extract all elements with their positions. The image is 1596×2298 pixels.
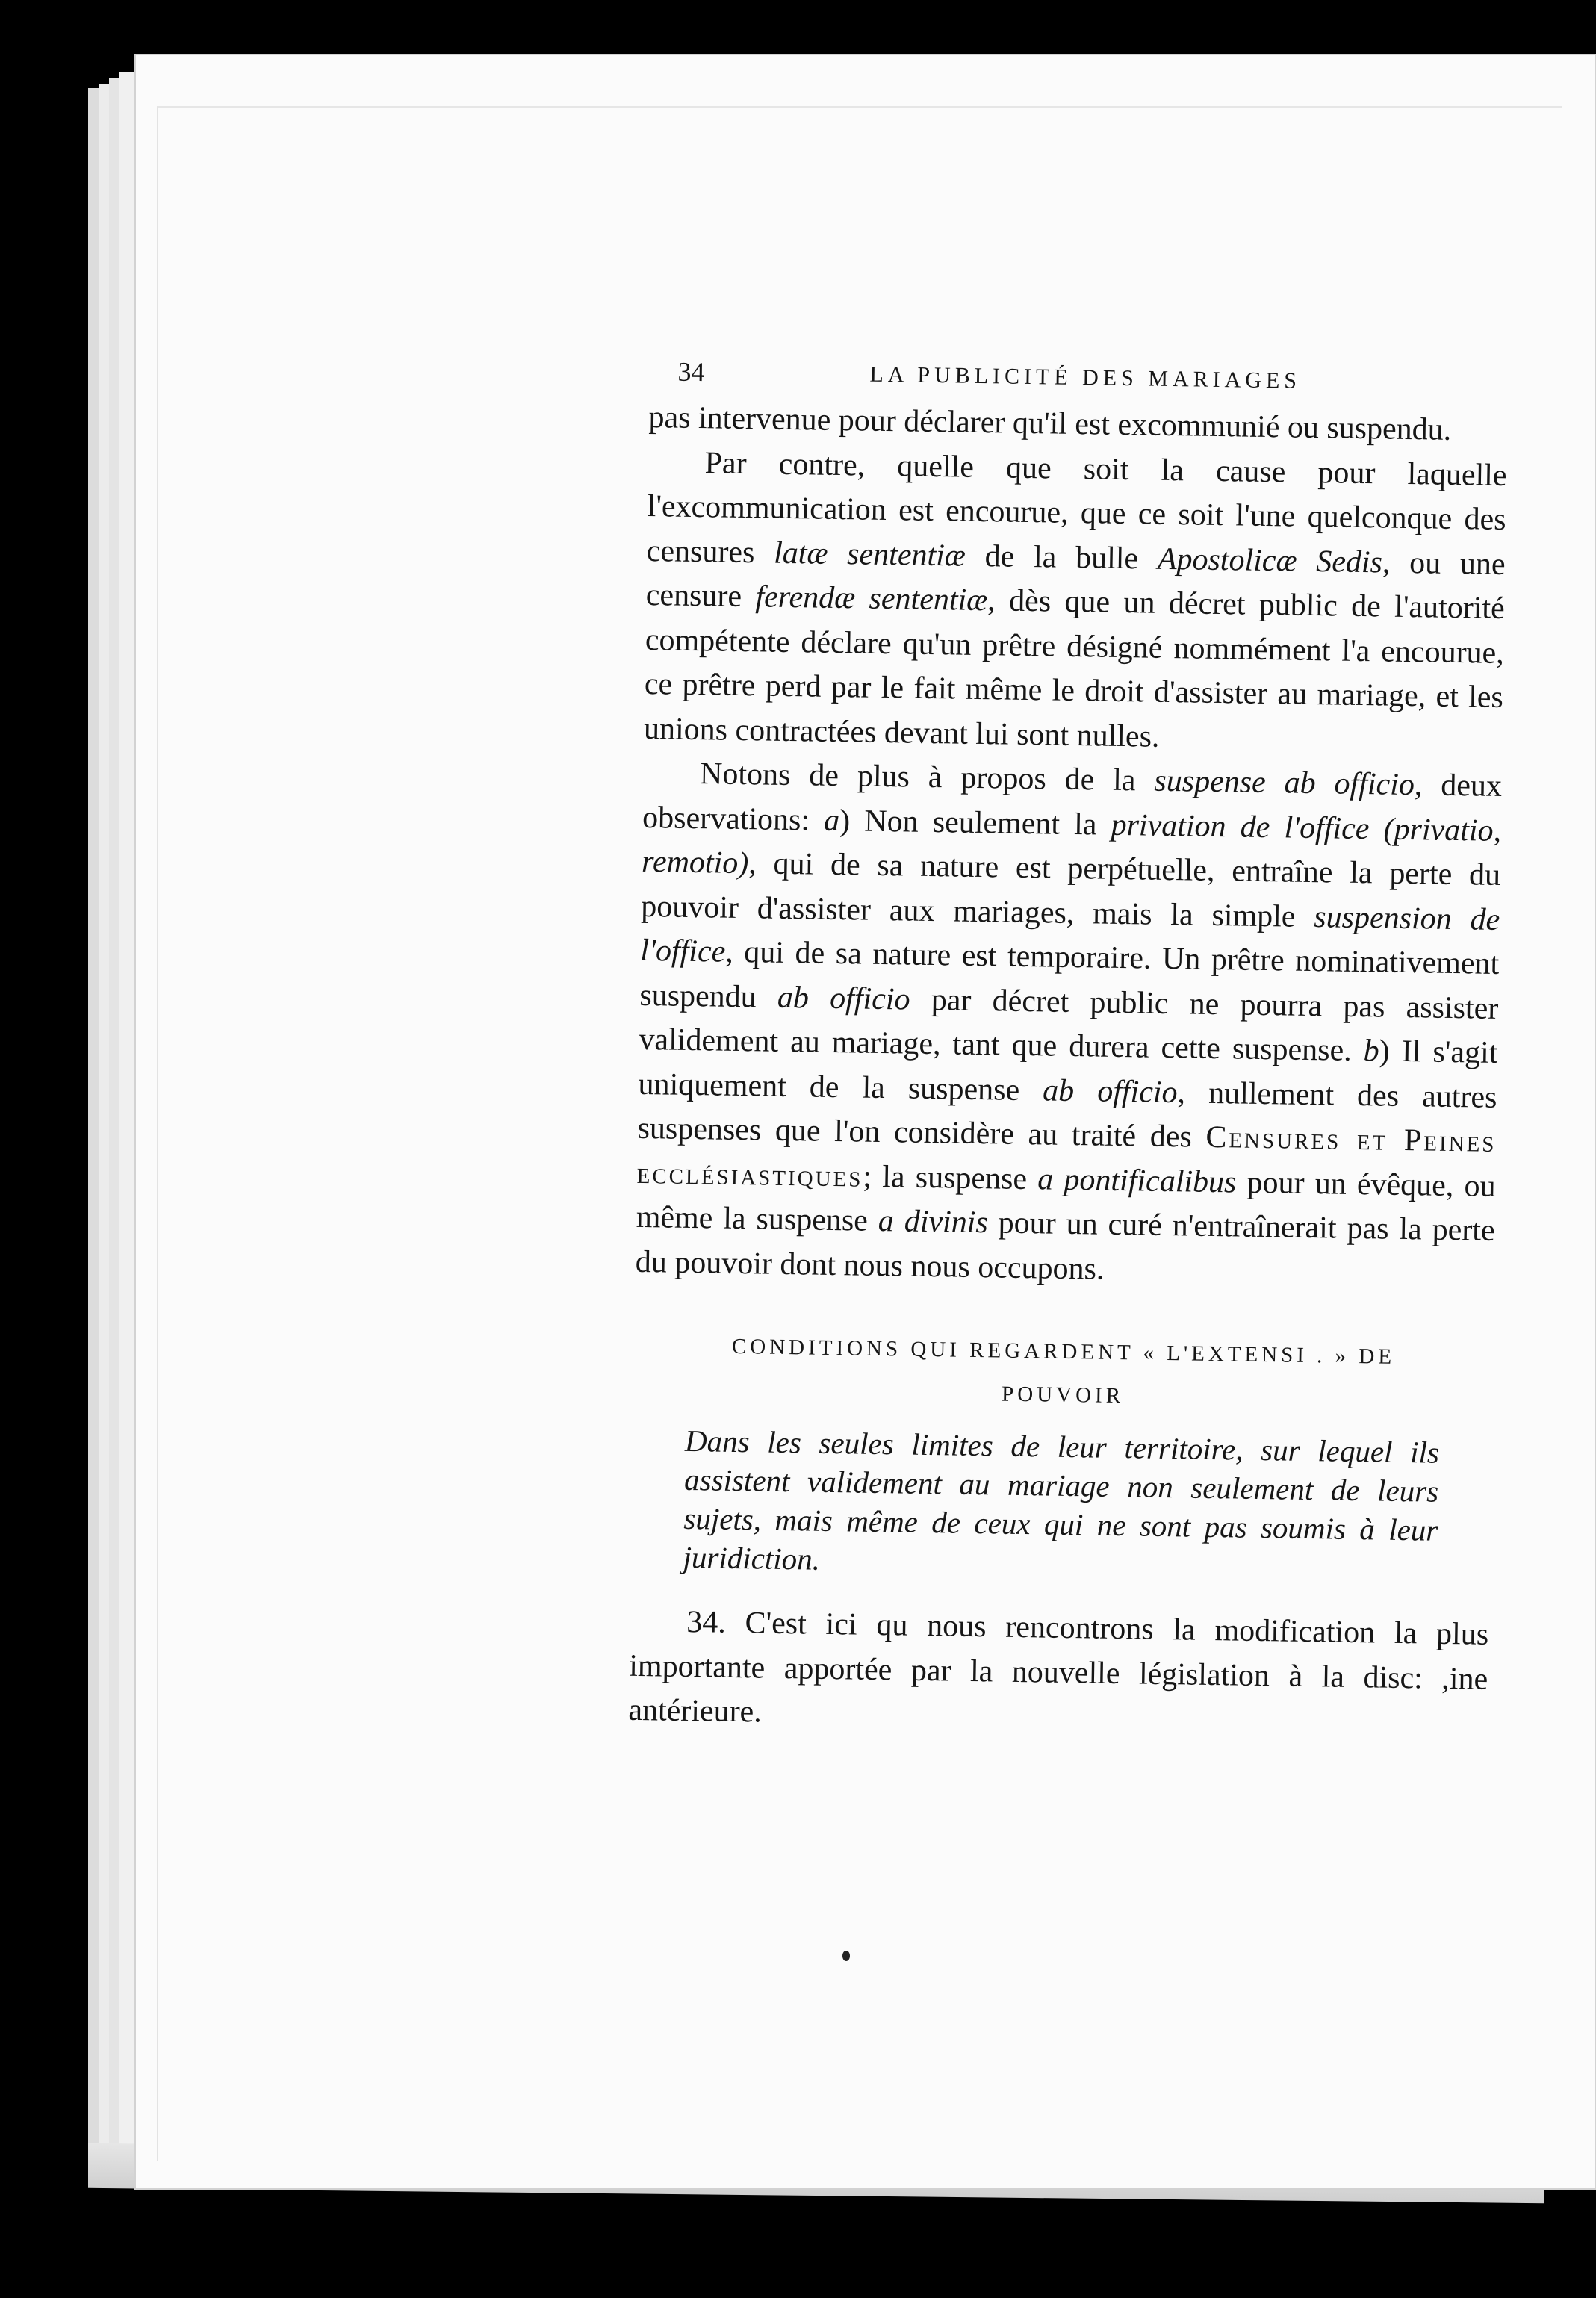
- paragraph-text: 34. C'est ici qu nous rencontrons la modification la plus importante apportée par la nouvelle législation à la disc: ,ine antérieure.: [628, 1604, 1489, 1730]
- italic-term: a: [823, 803, 840, 838]
- italic-term: privation de l'office (privatio, remotio): [641, 807, 1502, 881]
- paragraph-text: ; la suspense: [863, 1159, 1038, 1196]
- small-caps-term: Censures et Peines ecclésiastiques: [636, 1120, 1497, 1194]
- paragraph-text: pour un évêque, ou même la suspense: [636, 1164, 1496, 1238]
- paragraph-text: Notons de plus à propos de la: [699, 757, 1155, 798]
- paragraph-text: , ou une censure: [645, 544, 1506, 615]
- paragraph-text: ) Non seulement la: [839, 803, 1112, 842]
- section-heading: [633, 1323, 1494, 1423]
- paragraph-text: , qui de sa nature est temporaire. Un prêtre nominativement suspendu: [639, 934, 1500, 1015]
- paragraph-text: ) Il s'agit uniquement de la suspense: [638, 1034, 1498, 1108]
- italic-term: a divinis: [878, 1203, 989, 1240]
- text-block: [628, 351, 1509, 1746]
- paragraph-text: pas intervenue pour déclarer qu'il est excommunié ou suspendu.: [648, 400, 1452, 447]
- ink-speck: [842, 1951, 850, 1961]
- italic-term: ab officio: [1042, 1072, 1178, 1110]
- paragraph-34: [628, 1600, 1489, 1747]
- italic-term: a pontificalibus: [1037, 1161, 1237, 1199]
- section-heading-line: POUVOIR: [1001, 1382, 1125, 1409]
- paragraph-text: de la bulle: [965, 538, 1158, 577]
- italic-term: Apostolicæ Sedis: [1157, 541, 1383, 580]
- paragraph-censures: [644, 440, 1507, 765]
- paragraph-text: , nullement des autres suspenses que l'on considère au traité des: [637, 1075, 1497, 1155]
- paragraph-text: , dès que un décret public de l'autorité compétente déclare qu'un prêtre désigné nommément l'a encourue, ce prêtre perd par le fait même le droit d'assister au mariage, et les unions contractées devant lui sont nulles.: [643, 583, 1506, 754]
- italic-term: ferendæ sententiæ: [755, 580, 988, 618]
- italic-term: latæ sententiæ: [773, 535, 966, 574]
- italic-term: suspense ab officio: [1154, 763, 1415, 803]
- paragraph-text: Par contre, quelle que soit la cause pour laquelle l'excommunication est encourue, que ce soit l'une quelconque des censures: [646, 445, 1507, 571]
- paragraph-text: par décret public ne pourra pas assister validement au mariage, tant que durera cette suspense.: [639, 982, 1499, 1069]
- paragraph-text: , deux observations:: [642, 768, 1503, 838]
- italic-term: ab officio: [777, 980, 910, 1017]
- section-summary: Dans les seules limites de leur territoire, sur lequel ils assistent validement au mariage non seulement de leurs sujets, mais même de ceux qui ne sont pas soumis à leur juridiction.: [683, 1423, 1440, 1577]
- page-number: 34: [677, 356, 705, 388]
- italic-term: b: [1363, 1034, 1380, 1069]
- italic-term: suspension de l'office: [640, 899, 1500, 969]
- paragraph-text: , qui de sa nature est perpétuelle, entraîne la perte du pouvoir d'assister aux mariages, mais la simple: [640, 846, 1501, 934]
- section-heading-line: CONDITIONS QUI REGARDENT « L'EXTENSI . » DE: [731, 1334, 1396, 1369]
- paragraph-suspense: [635, 751, 1502, 1298]
- paragraph-text: pour un curé n'entraînerait pas la perte du pouvoir dont nous nous occupons.: [635, 1205, 1495, 1287]
- running-title: LA PUBLICITÉ DES MARIAGES: [869, 361, 1302, 394]
